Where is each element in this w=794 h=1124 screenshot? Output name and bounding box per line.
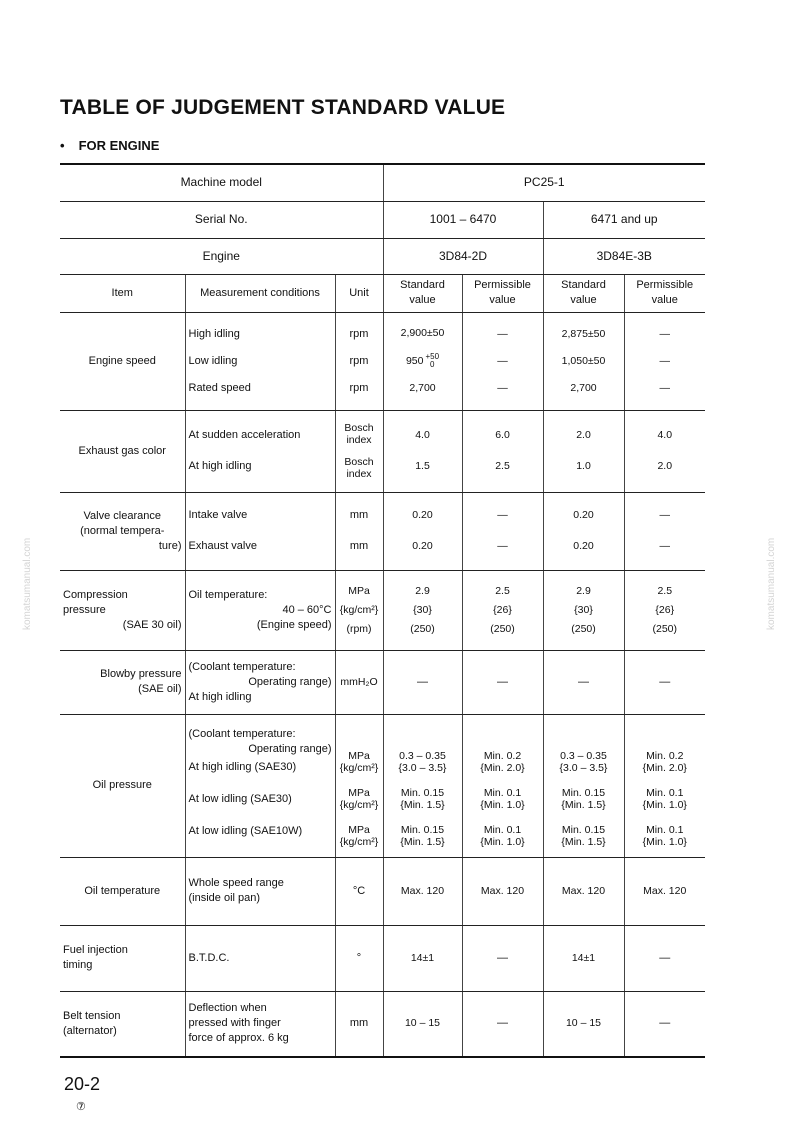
condition-line2: Operating range) — [248, 675, 332, 688]
unit-rpm: rpm — [349, 381, 369, 394]
item-oil-temperature: Oil temperature — [60, 857, 185, 925]
conditions-oil-pressure — [185, 714, 335, 857]
value: 2,900±50 — [400, 327, 445, 339]
std1-belt: 10 – 15 — [383, 991, 462, 1057]
std2-belt: 10 – 15 — [543, 991, 624, 1057]
value: 0.20 — [412, 540, 433, 552]
subtitle-label: FOR ENGINE — [78, 138, 160, 153]
condition-high-idling-sae30: At high idling (SAE30) — [188, 761, 297, 773]
unit-oil-pressure — [335, 714, 383, 857]
value: {Min. 2.0} — [642, 761, 687, 774]
header-row-engine — [60, 238, 705, 274]
header-row-serial — [60, 201, 705, 238]
std2-valve — [543, 492, 624, 570]
row-exhaust-gas-color — [60, 410, 705, 492]
value-group — [466, 822, 540, 850]
std2-oil-pressure — [543, 714, 624, 857]
conditions-blowby — [185, 650, 335, 714]
value: {26} — [655, 603, 675, 616]
value: {26} — [493, 603, 512, 616]
std1-oil-pressure — [383, 714, 462, 857]
value: {Min. 1.5} — [400, 835, 445, 848]
unit-mm: mm — [349, 540, 369, 552]
unit-compression — [335, 570, 383, 650]
standard-label-line1: Standard — [561, 279, 606, 291]
unit-mm: mm — [349, 509, 369, 521]
condition-intake-valve: Intake valve — [188, 509, 248, 521]
permissible-label-line2: value — [651, 294, 678, 306]
condition-low-idling-sae30: At low idling (SAE30) — [188, 793, 292, 805]
value: 2.5 — [495, 584, 510, 597]
condition-line1: Whole speed range — [188, 877, 284, 889]
col-permissible-header-2 — [624, 274, 705, 312]
unit-degree: ° — [335, 925, 383, 991]
item-valve-clearance — [60, 492, 185, 570]
perm1-oil-temp: Max. 120 — [462, 857, 543, 925]
value: Min. 0.15 — [400, 786, 445, 799]
unit-valve — [335, 492, 383, 570]
value: — — [659, 327, 670, 340]
item-line2: (normal tempera- — [80, 524, 165, 537]
unit-line1: Bosch — [344, 456, 374, 468]
value-group — [387, 785, 459, 813]
value: {Min. 1.5} — [561, 798, 606, 811]
unit-mpa: MPa — [348, 786, 370, 799]
item-engine-speed: Engine speed — [60, 312, 185, 410]
value: 0.20 — [573, 509, 594, 521]
value: Min. 0.15 — [561, 823, 606, 836]
value: Min. 0.2 — [646, 749, 684, 762]
value-group — [628, 822, 703, 850]
condition-coolant-line2: Operating range) — [248, 743, 332, 755]
value: {3.0 – 3.5} — [398, 761, 447, 774]
item-belt-tension — [60, 991, 185, 1057]
perm1-compression — [462, 570, 543, 650]
unit-line1: Bosch — [344, 422, 374, 434]
perm1-exhaust — [462, 410, 543, 492]
row-engine-speed — [60, 312, 705, 410]
value: {Min. 1.0} — [480, 835, 525, 848]
value: {Min. 1.0} — [480, 798, 525, 811]
condition-sudden-acceleration: At sudden acceleration — [188, 429, 301, 441]
condition-coolant-line1: (Coolant temperature: — [188, 728, 296, 740]
unit-line2: index — [346, 468, 372, 480]
item-line2: pressure — [63, 603, 106, 616]
permissible-label-line2: value — [489, 294, 516, 306]
col-standard-header-2 — [543, 274, 624, 312]
value: 1.0 — [576, 460, 591, 472]
value: 0.20 — [412, 509, 433, 521]
row-belt-tension — [60, 991, 705, 1057]
value: {30} — [574, 603, 593, 616]
value: 2.0 — [576, 429, 591, 441]
value: 2.5 — [657, 584, 673, 597]
standard-label-line1: Standard — [400, 279, 445, 291]
value: — — [497, 381, 508, 394]
value: Min. 0.2 — [483, 749, 522, 762]
condition-line1: (Coolant temperature: — [188, 660, 296, 673]
perm2-valve — [624, 492, 705, 570]
value-low-idling — [387, 347, 459, 375]
value: 1,050±50 — [561, 354, 606, 367]
value: {30} — [413, 603, 432, 616]
perm2-oil-pressure — [624, 714, 705, 857]
unit-engine-speed — [335, 312, 383, 410]
value: {Min. 1.0} — [642, 835, 687, 848]
condition-line3: force of approx. 6 kg — [188, 1032, 289, 1045]
value: — — [659, 381, 670, 394]
perm1-engine-speed — [462, 312, 543, 410]
perm1-oil-pressure — [462, 714, 543, 857]
item-line1: Belt tension — [63, 1009, 121, 1022]
perm2-exhaust — [624, 410, 705, 492]
value: 4.0 — [657, 429, 673, 441]
item-line3: ture) — [158, 539, 182, 552]
condition-rated-speed: Rated speed — [188, 381, 251, 394]
value: {Min. 1.5} — [400, 798, 445, 811]
unit-rpm: (rpm) — [346, 622, 372, 635]
value: — — [497, 540, 508, 552]
value: Min. 0.15 — [561, 786, 606, 799]
std1-valve — [383, 492, 462, 570]
unit-belt: mm — [335, 991, 383, 1057]
row-blowby-pressure — [60, 650, 705, 714]
row-valve-clearance — [60, 492, 705, 570]
unit-mpa: MPa — [348, 823, 370, 836]
std1-oil-temp: Max. 120 — [383, 857, 462, 925]
unit-bosch-index — [339, 420, 380, 448]
serial-value-2: 6471 and up — [543, 201, 705, 238]
unit-kgcm2: {kg/cm²} — [339, 603, 379, 616]
machine-model-value: PC25-1 — [383, 164, 705, 201]
col-item-header: Item — [60, 274, 185, 312]
value: Min. 0.1 — [646, 786, 684, 799]
condition-line1: Deflection when — [188, 1002, 267, 1015]
unit-group — [339, 785, 380, 813]
value-group — [466, 785, 540, 813]
value: 0.20 — [573, 540, 594, 552]
unit-group — [339, 822, 380, 850]
col-standard-header-1 — [383, 274, 462, 312]
value-group — [466, 748, 540, 776]
page-title: TABLE OF JUDGEMENT STANDARD VALUE — [60, 96, 506, 119]
condition-exhaust-valve: Exhaust valve — [188, 540, 257, 552]
unit-mpa: MPa — [348, 584, 370, 597]
perm2-oil-temp: Max. 120 — [624, 857, 705, 925]
value-group — [547, 822, 621, 850]
std1-blowby: — — [383, 650, 462, 714]
unit-exhaust — [335, 410, 383, 492]
value: 2.9 — [415, 584, 430, 597]
value: — — [497, 354, 508, 367]
value: 1.5 — [415, 460, 430, 472]
tolerance-minus: 0 — [430, 360, 435, 369]
revision-mark: ⑦ — [76, 1101, 86, 1113]
std1-exhaust — [383, 410, 462, 492]
unit-rpm: rpm — [349, 327, 369, 340]
unit-blowby: mmH₂O — [335, 650, 383, 714]
item-exhaust-gas-color: Exhaust gas color — [60, 410, 185, 492]
value: 0.3 – 0.35 — [399, 749, 446, 762]
row-oil-pressure — [60, 714, 705, 857]
value: Min. 0.1 — [483, 786, 522, 799]
item-line2: (SAE oil) — [138, 683, 182, 695]
item-line3: (SAE 30 oil) — [122, 618, 182, 631]
unit-oil-temp: °C — [335, 857, 383, 925]
engine-label: Engine — [60, 238, 383, 274]
tolerance-plus: +50 — [425, 352, 440, 361]
condition-low-idling: Low idling — [188, 354, 238, 367]
item-fuel-injection-timing — [60, 925, 185, 991]
condition-btdc: B.T.D.C. — [185, 925, 335, 991]
condition-line3: (Engine speed) — [256, 618, 332, 631]
col-permissible-header-1 — [462, 274, 543, 312]
permissible-label-line1: Permissible — [474, 279, 531, 291]
watermark-right: komatsumanual.com — [766, 537, 777, 630]
engine-value-2: 3D84E-3B — [543, 238, 705, 274]
header-row-columns — [60, 274, 705, 312]
unit-kgcm2: {kg/cm²} — [339, 761, 379, 774]
value: 2,875±50 — [561, 327, 606, 340]
value-group — [547, 785, 621, 813]
unit-group — [339, 748, 380, 776]
value: {Min. 2.0} — [480, 761, 525, 774]
condition-low-idling-sae10w: At low idling (SAE10W) — [188, 825, 303, 837]
conditions-exhaust — [185, 410, 335, 492]
item-compression-pressure — [60, 570, 185, 650]
conditions-compression — [185, 570, 335, 650]
value: — — [659, 540, 670, 552]
item-line1: Valve clearance — [83, 509, 161, 522]
condition-line2: (inside oil pan) — [188, 892, 261, 904]
value-group — [547, 748, 621, 776]
std2-exhaust — [543, 410, 624, 492]
permissible-label-line1: Permissible — [636, 279, 694, 291]
value: Min. 0.1 — [646, 823, 684, 836]
item-line2: timing — [63, 959, 93, 971]
serial-value-1: 1001 – 6470 — [383, 201, 543, 238]
col-unit-header: Unit — [335, 274, 383, 312]
bullet: • — [60, 138, 65, 153]
value-group — [387, 748, 459, 776]
unit-line2: index — [346, 434, 372, 446]
perm2-belt: — — [624, 991, 705, 1057]
condition-line2: pressed with finger — [188, 1017, 281, 1030]
std1-compression — [383, 570, 462, 650]
item-line1: Fuel injection — [63, 944, 128, 956]
conditions-engine-speed — [185, 312, 335, 410]
value: 0.3 – 0.35 — [560, 749, 607, 762]
engine-value-1: 3D84-2D — [383, 238, 543, 274]
std2-compression — [543, 570, 624, 650]
std2-blowby: — — [543, 650, 624, 714]
perm2-engine-speed — [624, 312, 705, 410]
unit-mpa: MPa — [348, 749, 370, 762]
value: Min. 0.15 — [400, 823, 445, 836]
perm2-blowby: — — [624, 650, 705, 714]
value-group — [387, 822, 459, 850]
std2-fuel: 14±1 — [543, 925, 624, 991]
value-group — [628, 748, 703, 776]
item-oil-pressure: Oil pressure — [60, 714, 185, 857]
unit-rpm: rpm — [349, 354, 369, 367]
value: 4.0 — [415, 429, 430, 441]
value: 6.0 — [495, 429, 510, 441]
value: (250) — [410, 622, 435, 635]
perm1-valve — [462, 492, 543, 570]
watermark-left: komatsumanual.com — [22, 537, 33, 630]
value: — — [659, 354, 670, 367]
page-number: 20-2 — [64, 1074, 101, 1094]
condition-line3: At high idling — [188, 690, 252, 703]
value: (250) — [571, 622, 596, 635]
condition-line2: 40 – 60°C — [282, 603, 332, 616]
unit-kgcm2: {kg/cm²} — [339, 835, 379, 848]
std1-fuel: 14±1 — [383, 925, 462, 991]
std2-engine-speed — [543, 312, 624, 410]
perm1-fuel: — — [462, 925, 543, 991]
value: — — [659, 509, 670, 521]
judgement-standard-table — [60, 163, 705, 1058]
perm2-fuel: — — [624, 925, 705, 991]
conditions-valve — [185, 492, 335, 570]
conditions-oil-temp — [185, 857, 335, 925]
value: {Min. 1.0} — [642, 798, 687, 811]
serial-label: Serial No. — [60, 201, 383, 238]
value: {Min. 1.5} — [561, 835, 606, 848]
item-blowby-pressure — [60, 650, 185, 714]
row-compression-pressure — [60, 570, 705, 650]
section-subtitle — [60, 138, 159, 153]
row-fuel-injection-timing — [60, 925, 705, 991]
item-line2: (alternator) — [63, 1024, 117, 1037]
row-oil-temperature — [60, 857, 705, 925]
perm1-blowby: — — [462, 650, 543, 714]
condition-high-idling: At high idling — [188, 460, 252, 472]
value: 2.5 — [495, 460, 510, 472]
value-group — [628, 785, 703, 813]
value: 2.0 — [657, 460, 673, 472]
value: (250) — [490, 622, 515, 635]
item-line1: Blowby pressure — [100, 668, 182, 680]
value: — — [497, 327, 508, 340]
perm2-compression — [624, 570, 705, 650]
value: {3.0 – 3.5} — [559, 761, 608, 774]
value: 2,700 — [570, 381, 597, 394]
header-row-model — [60, 164, 705, 201]
col-conditions-header: Measurement conditions — [185, 274, 335, 312]
std2-oil-temp: Max. 120 — [543, 857, 624, 925]
value: 950 — [405, 354, 424, 367]
value: — — [497, 509, 508, 521]
perm1-belt: — — [462, 991, 543, 1057]
condition-line1: Oil temperature: — [188, 588, 268, 601]
value: 2.9 — [576, 584, 591, 597]
standard-label-line2: value — [570, 294, 597, 306]
standard-label-line2: value — [409, 294, 436, 306]
std1-engine-speed — [383, 312, 462, 410]
value: Min. 0.1 — [483, 823, 522, 836]
unit-kgcm2: {kg/cm²} — [339, 798, 379, 811]
value: 2,700 — [409, 382, 436, 394]
machine-model-label: Machine model — [60, 164, 383, 201]
conditions-belt — [185, 991, 335, 1057]
item-line1: Compression — [63, 588, 128, 601]
unit-bosch-index — [339, 454, 380, 482]
value: (250) — [652, 622, 677, 635]
condition-high-idling: High idling — [188, 327, 240, 340]
